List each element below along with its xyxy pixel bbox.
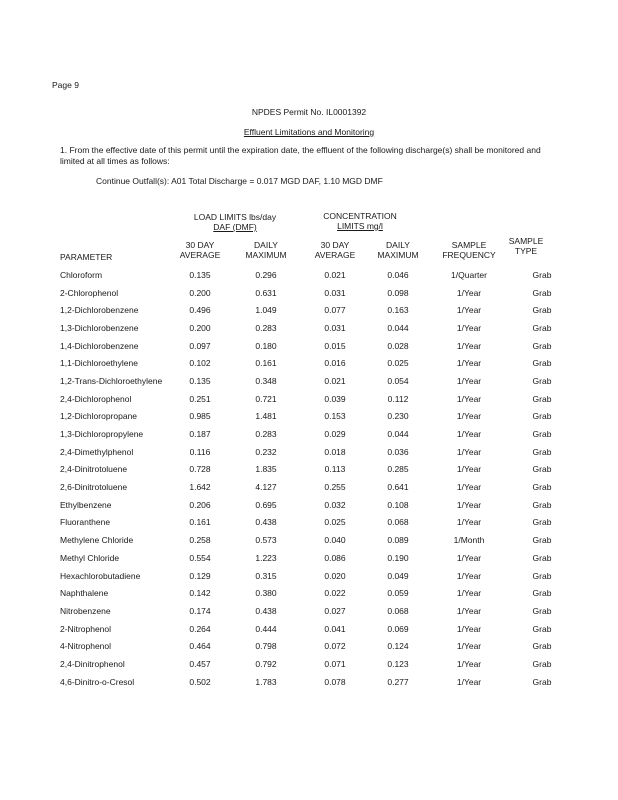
conc-maximum-cell: 0.277 [387,676,409,687]
concentration-group-header [300,211,420,231]
conc-average-cell: 0.021 [324,375,346,386]
conc-maximum-cell: 0.068 [387,605,409,616]
load-average-cell: 0.554 [189,552,211,563]
conc-average-cell: 0.153 [324,411,346,422]
sample-frequency-cell: 1/Year [456,552,482,563]
load-maximum-cell: 0.721 [255,393,277,404]
load-average-cell: 0.142 [189,588,211,599]
parameter-cell: 1,4-Dichlorobenzene [60,340,139,351]
conc-maximum-cell: 0.046 [387,269,409,280]
conc-average-cell: 0.071 [324,658,346,669]
conc-average-cell: 0.032 [324,499,346,510]
sample-type-cell: Grab [532,517,552,528]
table-row [60,372,574,390]
conc-average-cell: 0.031 [324,287,346,298]
load-maximum-cell: 0.283 [255,322,277,333]
sample-type-cell: Grab [532,499,552,510]
load-maximum-cell: 0.380 [255,588,277,599]
table-row [60,584,574,602]
sample-frequency-cell: 1/Year [456,464,482,475]
conc-average-cell: 0.018 [324,446,346,457]
sample-frequency-cell: 1/Year [456,517,482,528]
load-average-cell: 1.642 [189,482,211,493]
column-header-sample-frequency: SAMPLE FREQUENCY [442,240,496,260]
parameter-cell: 1,2-Dichlorobenzene [60,305,139,316]
conc-maximum-cell: 0.098 [387,287,409,298]
load-average-cell: 0.264 [189,623,211,634]
load-average-cell: 0.135 [189,269,211,280]
load-maximum-cell: 0.315 [255,570,277,581]
load-maximum-cell: 0.283 [255,429,277,440]
parameter-cell: 2,4-Dinitrophenol [60,658,125,669]
table-row [60,478,574,496]
load-average-cell: 0.161 [189,517,211,528]
table-row [60,284,574,302]
concentration-sublabel: LIMITS mg/l [337,221,383,231]
conc-maximum-cell: 0.112 [387,393,409,404]
conc-maximum-cell: 0.068 [387,517,409,528]
load-average-cell: 0.129 [189,570,211,581]
sample-type-cell: Grab [532,676,552,687]
parameter-cell: Naphthalene [60,588,109,599]
table-row [60,531,574,549]
sample-frequency-cell: 1/Year [456,358,482,369]
load-maximum-cell: 0.438 [255,517,277,528]
load-maximum-cell: 0.631 [255,287,277,298]
table-row [60,461,574,479]
conc-maximum-cell: 0.044 [387,429,409,440]
conc-maximum-cell: 0.036 [387,446,409,457]
load-average-cell: 0.135 [189,375,211,386]
table-row [60,266,574,284]
load-maximum-cell: 0.348 [255,375,277,386]
parameter-cell: 2,4-Dinitrotoluene [60,464,128,475]
parameter-cell: 2,4-Dimethylphenol [60,446,134,457]
table-row [60,337,574,355]
sample-type-cell: Grab [532,305,552,316]
parameter-cell: Ethylbenzene [60,499,112,510]
conc-average-cell: 0.078 [324,676,346,687]
sample-frequency-cell: 1/Year [456,393,482,404]
conc-average-cell: 0.021 [324,269,346,280]
conc-average-cell: 0.031 [324,322,346,333]
sample-type-cell: Grab [532,605,552,616]
load-maximum-cell: 0.232 [255,446,277,457]
load-maximum-cell: 1.223 [255,552,277,563]
sample-type-cell: Grab [532,552,552,563]
page-number: Page 9 [52,80,79,90]
column-header-load-maximum: DAILY MAXIMUM [245,240,287,260]
table-row [60,408,574,426]
sample-type-cell: Grab [532,623,552,634]
conc-average-cell: 0.029 [324,429,346,440]
parameter-cell: 1,1-Dichloroethylene [60,358,138,369]
conc-maximum-cell: 0.044 [387,322,409,333]
sample-frequency-cell: 1/Year [456,570,482,581]
sample-frequency-cell: 1/Year [456,658,482,669]
conc-maximum-cell: 0.059 [387,588,409,599]
sample-frequency-cell: 1/Year [456,411,482,422]
table-row [60,443,574,461]
column-header-parameter: PARAMETER [60,252,113,262]
sample-type-cell: Grab [532,411,552,422]
load-maximum-cell: 0.798 [255,641,277,652]
parameter-cell: Methyl Chloride [60,552,120,563]
table-row [60,637,574,655]
table-row [60,602,574,620]
conc-average-cell: 0.027 [324,605,346,616]
sample-type-cell: Grab [532,482,552,493]
conc-average-cell: 0.041 [324,623,346,634]
conc-maximum-cell: 0.049 [387,570,409,581]
conc-maximum-cell: 0.089 [387,535,409,546]
sample-type-cell: Grab [532,358,552,369]
column-header-sample-type: SAMPLE TYPE [508,236,544,256]
load-maximum-cell: 4.127 [255,482,277,493]
conc-maximum-cell: 0.285 [387,464,409,475]
parameter-cell: 4-Nitrophenol [60,641,112,652]
load-average-cell: 0.502 [189,676,211,687]
sample-type-cell: Grab [532,446,552,457]
load-average-cell: 0.464 [189,641,211,652]
sample-frequency-cell: 1/Year [456,676,482,687]
parameter-cell: 1,2-Trans-Dichloroethylene [60,375,163,386]
sample-type-cell: Grab [532,375,552,386]
sample-type-cell: Grab [532,322,552,333]
conc-maximum-cell: 0.190 [387,552,409,563]
load-limits-group-header [180,212,290,232]
outfall-description: Continue Outfall(s): A01 Total Discharge = 0.017 MGD DAF, 1.10 MGD DMF [96,176,383,186]
sample-frequency-cell: 1/Year [456,322,482,333]
table-row [60,514,574,532]
parameter-cell: Fluoranthene [60,517,111,528]
conc-average-cell: 0.025 [324,517,346,528]
conc-average-cell: 0.015 [324,340,346,351]
concentration-label: CONCENTRATION [323,211,397,221]
sample-frequency-cell: 1/Year [456,641,482,652]
permit-title: NPDES Permit No. IL0001392 [251,107,367,117]
load-maximum-cell: 0.438 [255,605,277,616]
conc-maximum-cell: 0.054 [387,375,409,386]
conc-maximum-cell: 0.108 [387,499,409,510]
load-maximum-cell: 1.481 [255,411,277,422]
load-average-cell: 0.728 [189,464,211,475]
sample-frequency-cell: 1/Year [456,375,482,386]
column-header-conc-maximum: DAILY MAXIMUM [377,240,419,260]
column-header-load-average: 30 DAY AVERAGE [179,240,221,260]
conc-average-cell: 0.016 [324,358,346,369]
load-maximum-cell: 1.049 [255,305,277,316]
load-maximum-cell: 1.835 [255,464,277,475]
sample-frequency-cell: 1/Year [456,605,482,616]
conc-maximum-cell: 0.123 [387,658,409,669]
sample-frequency-cell: 1/Year [456,429,482,440]
sample-frequency-cell: 1/Month [453,535,485,546]
load-average-cell: 0.457 [189,658,211,669]
load-average-cell: 0.200 [189,322,211,333]
conc-average-cell: 0.020 [324,570,346,581]
load-average-cell: 0.187 [189,429,211,440]
sample-frequency-cell: 1/Quarter [451,269,487,280]
parameter-cell: Chloroform [60,269,103,280]
sample-type-cell: Grab [532,588,552,599]
sample-type-cell: Grab [532,535,552,546]
sample-frequency-cell: 1/Year [456,340,482,351]
table-row [60,319,574,337]
load-average-cell: 0.102 [189,358,211,369]
conc-average-cell: 0.022 [324,588,346,599]
load-maximum-cell: 0.180 [255,340,277,351]
sample-type-cell: Grab [532,658,552,669]
parameter-cell: 1,2-Dichloropropane [60,411,138,422]
sample-type-cell: Grab [532,570,552,581]
section-title: Effluent Limitations and Monitoring [243,127,375,137]
table-row [60,655,574,673]
conc-maximum-cell: 0.124 [387,641,409,652]
load-average-cell: 0.251 [189,393,211,404]
load-maximum-cell: 0.695 [255,499,277,510]
load-maximum-cell: 0.161 [255,358,277,369]
table-row [60,354,574,372]
table-row [60,425,574,443]
sample-frequency-cell: 1/Year [456,588,482,599]
column-header-conc-average: 30 DAY AVERAGE [314,240,356,260]
sample-type-cell: Grab [532,429,552,440]
load-average-cell: 0.985 [189,411,211,422]
conc-maximum-cell: 0.163 [387,305,409,316]
table-row [60,496,574,514]
conc-maximum-cell: 0.641 [387,482,409,493]
table-row [60,301,574,319]
load-maximum-cell: 0.444 [255,623,277,634]
sample-frequency-cell: 1/Year [456,482,482,493]
sample-frequency-cell: 1/Year [456,446,482,457]
load-average-cell: 0.200 [189,287,211,298]
load-maximum-cell: 1.783 [255,676,277,687]
conc-average-cell: 0.255 [324,482,346,493]
parameter-cell: 4,6-Dinitro-o-Cresol [60,676,135,687]
load-maximum-cell: 0.792 [255,658,277,669]
parameter-cell: 2-Chlorophenol [60,287,119,298]
table-row [60,390,574,408]
load-average-cell: 0.258 [189,535,211,546]
parameter-cell: Methylene Chloride [60,535,134,546]
conc-average-cell: 0.072 [324,641,346,652]
sample-frequency-cell: 1/Year [456,287,482,298]
intro-paragraph: 1. From the effective date of this permit until the expiration date, the effluent of the following discharge(s) shall be monitored and limited at all times as follows: [60,145,541,166]
effluent-limits-table [60,266,574,691]
sample-type-cell: Grab [532,269,552,280]
load-maximum-cell: 0.296 [255,269,277,280]
parameter-cell: 1,3-Dichloropropylene [60,429,144,440]
load-average-cell: 0.116 [189,446,211,457]
table-row [60,567,574,585]
parameter-cell: Hexachlorobutadiene [60,570,141,581]
sample-type-cell: Grab [532,641,552,652]
load-limits-label: LOAD LIMITS lbs/day [193,212,277,222]
parameter-cell: 2,4-Dichlorophenol [60,393,132,404]
sample-type-cell: Grab [532,287,552,298]
conc-maximum-cell: 0.069 [387,623,409,634]
load-average-cell: 0.097 [189,340,211,351]
sample-frequency-cell: 1/Year [456,499,482,510]
load-average-cell: 0.496 [189,305,211,316]
load-maximum-cell: 0.573 [255,535,277,546]
conc-average-cell: 0.113 [324,464,346,475]
sample-type-cell: Grab [532,393,552,404]
load-limits-sublabel: DAF (DMF) [213,222,257,232]
conc-average-cell: 0.039 [324,393,346,404]
table-row [60,620,574,638]
sample-frequency-cell: 1/Year [456,305,482,316]
conc-maximum-cell: 0.230 [387,411,409,422]
parameter-cell: 2,6-Dinitrotoluene [60,482,128,493]
conc-average-cell: 0.086 [324,552,346,563]
parameter-cell: 2-Nitrophenol [60,623,112,634]
sample-type-cell: Grab [532,340,552,351]
conc-maximum-cell: 0.025 [387,358,409,369]
load-average-cell: 0.174 [189,605,211,616]
conc-maximum-cell: 0.028 [387,340,409,351]
parameter-cell: 1,3-Dichlorobenzene [60,322,139,333]
parameter-cell: Nitrobenzene [60,605,111,616]
table-row [60,673,574,691]
sample-type-cell: Grab [532,464,552,475]
table-row [60,549,574,567]
conc-average-cell: 0.040 [324,535,346,546]
conc-average-cell: 0.077 [324,305,346,316]
sample-frequency-cell: 1/Year [456,623,482,634]
load-average-cell: 0.206 [189,499,211,510]
